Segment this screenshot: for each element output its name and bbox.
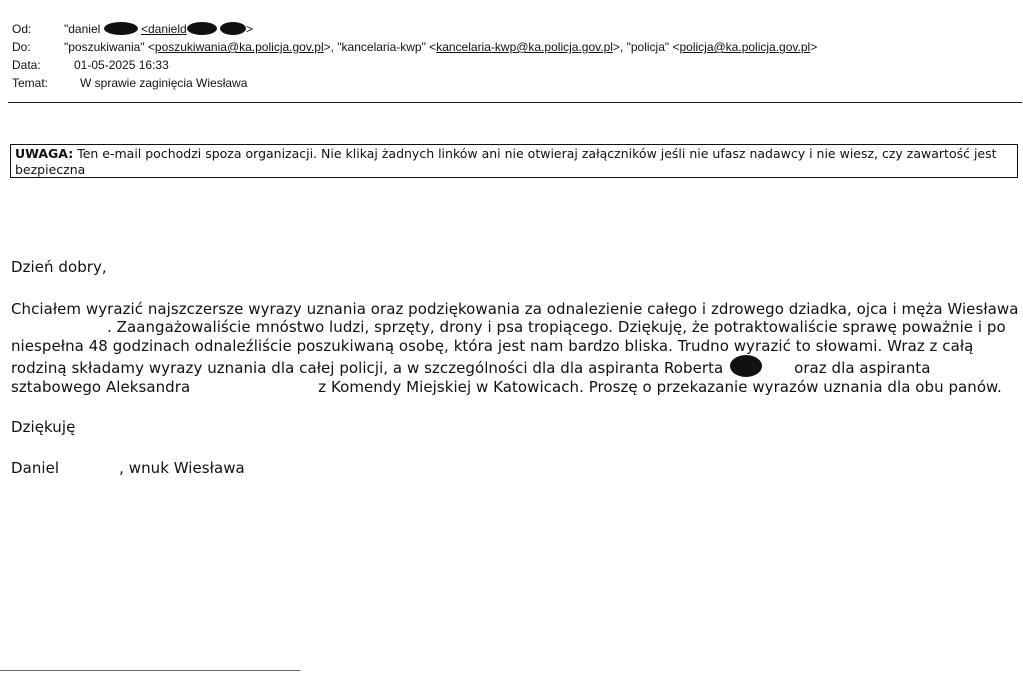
greeting: Dzień dobry, bbox=[11, 258, 107, 276]
email-header bbox=[12, 20, 1012, 92]
paragraph-text: Chciałem wyrazić najszczersze wyrazy uznania oraz podziękowania za odnalezienie całego i zdrowego dziadka, ojca i męża Wiesława bbox=[11, 299, 1019, 318]
date-value: 01-05-2025 16:33 bbox=[74, 58, 169, 72]
from-row bbox=[12, 20, 1012, 38]
from-label: Od: bbox=[12, 22, 32, 36]
redaction-mark bbox=[730, 355, 762, 377]
message-paragraph bbox=[11, 300, 1019, 397]
warning-label: UWAGA: bbox=[15, 146, 74, 161]
to-row bbox=[12, 38, 1012, 56]
subject-row bbox=[12, 74, 1012, 92]
to-text: > bbox=[810, 40, 818, 54]
to-email-link[interactable]: policja@ka.policja.gov.pl bbox=[679, 40, 811, 54]
redaction-mark bbox=[220, 22, 246, 35]
email-body bbox=[11, 258, 1019, 477]
subject-label: Temat: bbox=[12, 76, 49, 90]
footer-divider bbox=[0, 670, 300, 671]
to-label: Do: bbox=[12, 40, 31, 54]
from-email-suffix: > bbox=[246, 22, 254, 36]
to-email-link[interactable]: kancelaria-kwp@ka.policja.gov.pl bbox=[436, 40, 613, 54]
from-value bbox=[64, 20, 253, 38]
to-email-link[interactable]: poszukiwania@ka.policja.gov.pl bbox=[154, 40, 324, 54]
to-text: >, "policja" < bbox=[612, 40, 680, 54]
paragraph-text: oraz dla aspiranta sztabowego Aleksandra bbox=[11, 359, 931, 396]
to-text: "poszukiwania" < bbox=[64, 40, 155, 54]
from-name: "daniel bbox=[64, 22, 104, 36]
closing-thanks: Dziękuję bbox=[11, 418, 76, 436]
paragraph-text: z Komendy Miejskiej w Katowicach. Proszę o przekazanie wyrazów uznania dla obu panów. bbox=[318, 377, 1002, 396]
redaction-mark bbox=[104, 22, 138, 35]
date-row bbox=[12, 56, 1012, 74]
header-divider bbox=[8, 102, 1022, 103]
signature-text: , wnuk Wiesława bbox=[119, 458, 245, 477]
to-text: >, "kancelaria-kwp" < bbox=[323, 40, 437, 54]
paragraph-text: . Zaangażowaliście mnóstwo ludzi, sprzęty, drony i psa tropiącego. Dziękuję, że potraktowaliście sprawę poważnie i po niespełna 48 godzinach odnaleźliście poszukiwaną osobę, która jest nam bardzo bliska. Trudno wyrazić to słowami. Wraz z całą rodziną składamy wyrazy uznania dla całej policji, a w szczególności dla dla aspiranta Roberta bbox=[11, 318, 1006, 377]
date-label: Data: bbox=[12, 58, 41, 72]
external-sender-warning bbox=[10, 144, 1018, 178]
subject-value: W sprawie zaginięcia Wiesława bbox=[80, 76, 248, 90]
to-value bbox=[64, 38, 817, 56]
from-email-prefix[interactable]: <danield bbox=[140, 22, 187, 36]
redaction-mark bbox=[187, 22, 217, 35]
signature-first-name: Daniel bbox=[11, 458, 60, 477]
signature bbox=[11, 459, 1019, 478]
warning-text: Ten e-mail pochodzi spoza organizacji. Nie klikaj żadnych linków ani nie otwieraj załączników jeśli nie ufasz nadawcy i nie wiesz, czy zawartość jest bezpieczna bbox=[15, 146, 997, 177]
